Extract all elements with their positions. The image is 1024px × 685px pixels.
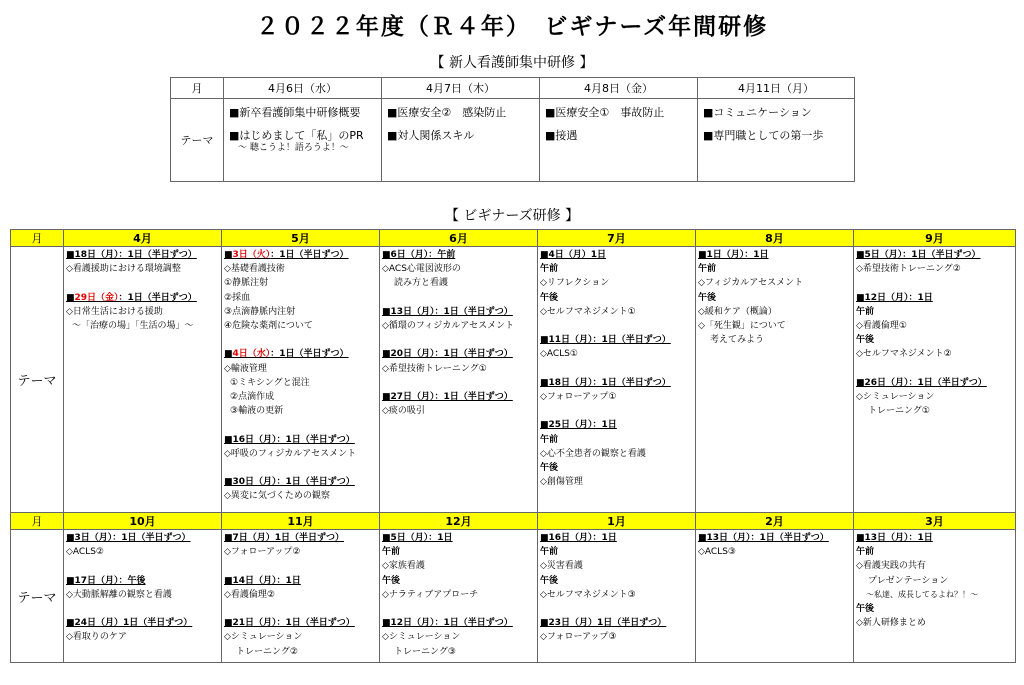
theme-cell (698, 99, 855, 182)
month-header: 2月 (696, 513, 854, 530)
session-topic (540, 602, 695, 616)
session-topic (540, 404, 695, 418)
session-date: ■17日（月）：午後 (66, 575, 146, 586)
intensive-date-row (171, 78, 855, 99)
highlighted-date: 3日（火） (232, 250, 271, 260)
session-date: ■13日（月）：1日 (856, 533, 933, 543)
session-topic: ◇基礎看護技術 (224, 264, 285, 275)
session-topic (382, 602, 537, 616)
schedule-cell (380, 247, 538, 513)
month-label: 月 (171, 78, 224, 99)
session-topic: ③点滴静脈内注射 (224, 306, 296, 317)
month-header: 11月 (222, 513, 380, 530)
session-topic: ◇ナラティブアプローチ (382, 589, 479, 600)
session-period: 午前 (698, 264, 717, 275)
theme-item: ■はじめまして「私」のPR (229, 129, 364, 142)
month-header: 7月 (538, 230, 696, 247)
beginners-training-heading: 【 ビギナーズ研修 】 (444, 208, 580, 224)
month-header-row (11, 513, 1016, 530)
session-date (224, 347, 379, 361)
session-topic: ◇フィジカルアセスメント (698, 278, 804, 289)
session-topic: ◇看護倫理① (856, 321, 907, 332)
date-header: 4月6日（水） (224, 78, 382, 99)
theme-label: テーマ (171, 99, 224, 182)
intensive-training-heading: 【 新人看護師集中研修 】 (430, 55, 594, 71)
session-date: ■30日（月）：1日（半日ずつ） (224, 477, 355, 488)
session-topic: トレーニング① (868, 406, 930, 417)
session-topic: ◇看護援助における環境調整 (66, 264, 181, 275)
session-topic: ◇輸液管理 (224, 363, 267, 374)
theme-item: ■医療安全② 感染防止 (387, 106, 507, 119)
session-topic: ◇大動脈解離の観察と看護 (66, 589, 172, 600)
session-period: 午後 (540, 575, 559, 586)
session-topic: ◇セルフマネジメント③ (540, 589, 636, 600)
schedule-cell (854, 247, 1016, 513)
session-topic: ◇ACS心電図波形の (382, 264, 461, 275)
session-topic: ◇「死生観」について (698, 321, 786, 332)
intensive-training-table (170, 77, 855, 182)
session-topic: ◇看取りのケア (66, 632, 127, 643)
session-topic: ◇ACLS③ (698, 547, 736, 558)
session-topic: ◇セルフマネジメント① (540, 306, 636, 317)
session-topic: ◇呼吸のフィジカルアセスメント (224, 448, 357, 459)
month-header: 12月 (380, 513, 538, 530)
schedule-cell (854, 530, 1016, 663)
session-topic: ◇セルフマネジメント② (856, 349, 952, 360)
session-date: ■7日（月）1日（半日ずつ） (224, 533, 345, 543)
session-topic: ◇看護倫理② (224, 589, 275, 600)
month-header: 1月 (538, 513, 696, 530)
session-date: ■24日（月）1日（半日ずつ） (66, 618, 193, 629)
theme-item: ■コミュニケーション (703, 106, 812, 119)
schedule-cell (380, 530, 538, 663)
session-topic: ◇異変に気づくための観察 (224, 491, 330, 502)
month-header: 5月 (222, 230, 380, 247)
session-topic: ◇ACLS② (66, 547, 104, 558)
date-marker: ■ (224, 349, 233, 360)
session-period: 午後 (698, 292, 717, 303)
session-period: 午前 (540, 547, 559, 558)
date-header: 4月7日（木） (382, 78, 540, 99)
session-topic: ◇災害看護 (540, 561, 583, 572)
session-topic (856, 276, 1015, 290)
session-date: ■25日（月）：1日 (540, 420, 617, 431)
session-topic: プレゼンテーション (868, 575, 949, 586)
session-topic: ◇フォローアップ② (224, 547, 301, 558)
session-topic (66, 276, 221, 290)
session-topic: ◇心不全患者の観察と看護 (540, 448, 646, 459)
session-date: ■5日（月）：1日 (382, 533, 453, 543)
theme-label: テーマ (11, 530, 64, 663)
session-date: ■12日（月）：1日 (856, 292, 933, 303)
date-marker: ■ (224, 250, 233, 260)
session-date: ■27日（月）：1日（半日ずつ） (382, 392, 513, 403)
session-topic: ④危険な薬剤について (224, 321, 313, 332)
session-topic (382, 333, 537, 347)
month-header: 4月 (64, 230, 222, 247)
session-period: 午後 (540, 463, 559, 474)
session-period: 午後 (856, 335, 875, 346)
month-header-row (11, 230, 1016, 247)
session-topic: ①ミキシングと混注 (230, 377, 310, 388)
theme-label: テーマ (11, 247, 64, 513)
session-date: ■21日（月）：1日（半日ずつ） (224, 618, 355, 629)
session-topic: 考えてみよう (710, 335, 765, 346)
session-topic: トレーニング② (236, 646, 298, 657)
schedule-cell (222, 247, 380, 513)
session-date: ■26日（月）：1日（半日ずつ） (856, 377, 987, 388)
session-date: ■18日（月）：1日（半日ずつ） (540, 377, 671, 388)
session-topic (66, 559, 221, 573)
session-date: ■18日（月）：1日（半日ずつ） (66, 250, 197, 260)
theme-row (11, 247, 1016, 513)
session-period: 午前 (856, 547, 875, 558)
session-topic (224, 418, 379, 432)
session-topic (224, 602, 379, 616)
session-date: ■6日（月）：午前 (382, 250, 456, 260)
date-header: 4月8日（金） (540, 78, 698, 99)
session-date (224, 248, 379, 262)
session-date: ■13日（月）：1日（半日ずつ） (698, 533, 829, 543)
session-topic: ◇ACLS① (540, 349, 578, 360)
schedule-cell (64, 530, 222, 663)
theme-row (11, 530, 1016, 663)
session-topic: ◇希望技術トレーニング② (856, 264, 961, 275)
session-topic (382, 376, 537, 390)
session-date: ■13日（月）：1日（半日ずつ） (382, 306, 513, 317)
session-period: 午前 (540, 264, 559, 275)
month-label: 月 (11, 513, 64, 530)
session-period: 午前 (382, 547, 401, 558)
session-topic: ◇看護実践の共有 (856, 561, 926, 572)
session-date: ■23日（月）1日（半日ずつ） (540, 618, 667, 629)
session-topic: ②点滴作成 (230, 392, 275, 403)
session-period: 午後 (856, 604, 875, 615)
intensive-theme-row (171, 99, 855, 182)
month-header: 3月 (854, 513, 1016, 530)
date-suffix: ：1日（半日ずつ） (118, 292, 197, 303)
session-topic: ◇リフレクション (540, 278, 610, 289)
session-date: ■4日（月）1日 (540, 250, 607, 260)
month-header: 6月 (380, 230, 538, 247)
session-topic (540, 319, 695, 333)
theme-item: ■医療安全① 事故防止 (545, 106, 665, 119)
theme-cell (224, 99, 382, 182)
session-date: ■5日（月）：1日（半日ずつ） (856, 250, 981, 260)
session-date (66, 291, 221, 305)
session-period: 午前 (856, 306, 875, 317)
schedule-cell (538, 530, 696, 663)
session-topic: ②採血 (224, 292, 251, 303)
session-topic (66, 602, 221, 616)
session-topic: ～私達、成長してるよね？！～ (866, 589, 978, 599)
session-topic: ◇家族看護 (382, 561, 425, 572)
highlighted-date: 4日（水） (232, 349, 271, 360)
date-marker: ■ (66, 292, 75, 303)
theme-item: ■専門職としての第一歩 (703, 129, 824, 142)
schedule-cell (64, 247, 222, 513)
theme-item: ■接遇 (545, 129, 578, 142)
session-topic (856, 362, 1015, 376)
session-topic (382, 291, 537, 305)
month-header: 8月 (696, 230, 854, 247)
session-date: ■16日（月）：1日 (540, 533, 617, 543)
theme-cell (540, 99, 698, 182)
session-topic: ◇日常生活における援助 (66, 306, 163, 317)
session-topic: ◇シミュレーション (224, 632, 303, 643)
session-date: ■16日（月）：1日（半日ずつ） (224, 434, 355, 445)
session-topic: ◇循環のフィジカルアセスメント (382, 321, 515, 332)
session-topic: ◇シミュレーション (856, 392, 935, 403)
month-label: 月 (11, 230, 64, 247)
schedule-cell (538, 247, 696, 513)
session-topic: ◇新人研修まとめ (856, 618, 926, 629)
session-period: 午後 (382, 575, 401, 586)
theme-item: ■新卒看護師集中研修概要 (229, 106, 361, 119)
session-topic: ◇フォローアップ① (540, 392, 617, 403)
schedule-cell (696, 530, 854, 663)
session-topic: ◇痰の吸引 (382, 406, 425, 417)
session-date: ■12日（月）：1日（半日ずつ） (382, 618, 513, 629)
theme-item: ■対人関係スキル (387, 129, 475, 142)
month-header: 9月 (854, 230, 1016, 247)
session-date: ■3日（月）：1日（半日ずつ） (66, 533, 191, 543)
session-topic: ①静脈注射 (224, 278, 269, 289)
session-date: ■1日（月）：1日 (698, 250, 769, 260)
theme-subtitle: ～ 聴こうよ！語ろうよ！～ (238, 143, 349, 153)
theme-cell (382, 99, 540, 182)
beginners-training-table (10, 229, 1016, 663)
session-date: ■11日（月）：1日（半日ずつ） (540, 335, 671, 346)
session-period: 午前 (540, 434, 559, 445)
session-topic: トレーニング③ (394, 646, 456, 657)
session-period: 午後 (540, 292, 559, 303)
session-topic: ◇創傷管理 (540, 477, 583, 488)
session-topic: ～「治療の場」「生活の場」～ (72, 321, 194, 332)
session-topic (224, 333, 379, 347)
session-topic: ◇シミュレーション (382, 632, 461, 643)
session-topic: ◇希望技術トレーニング① (382, 363, 487, 374)
month-header: 10月 (64, 513, 222, 530)
date-header: 4月11日（月） (698, 78, 855, 99)
schedule-cell (222, 530, 380, 663)
date-suffix: ：1日（半日ずつ） (270, 250, 349, 260)
schedule-cell (696, 247, 854, 513)
session-topic: ③輸液の更新 (230, 406, 284, 417)
session-topic (540, 362, 695, 376)
session-topic: ◇フォローアップ③ (540, 632, 617, 643)
session-date: ■14日（月）：1日 (224, 575, 301, 586)
page-title: ２０２２年度（Ｒ４年） ビギナーズ年間研修 (255, 14, 769, 40)
session-topic: ◇緩和ケア（概論） (698, 306, 777, 317)
session-date: ■20日（月）：1日（半日ずつ） (382, 349, 513, 360)
session-topic (224, 559, 379, 573)
session-topic: 読み方と看護 (394, 278, 449, 289)
date-suffix: ：1日（半日ずつ） (270, 349, 349, 360)
highlighted-date: 29日（金） (74, 292, 119, 303)
session-topic (224, 461, 379, 475)
